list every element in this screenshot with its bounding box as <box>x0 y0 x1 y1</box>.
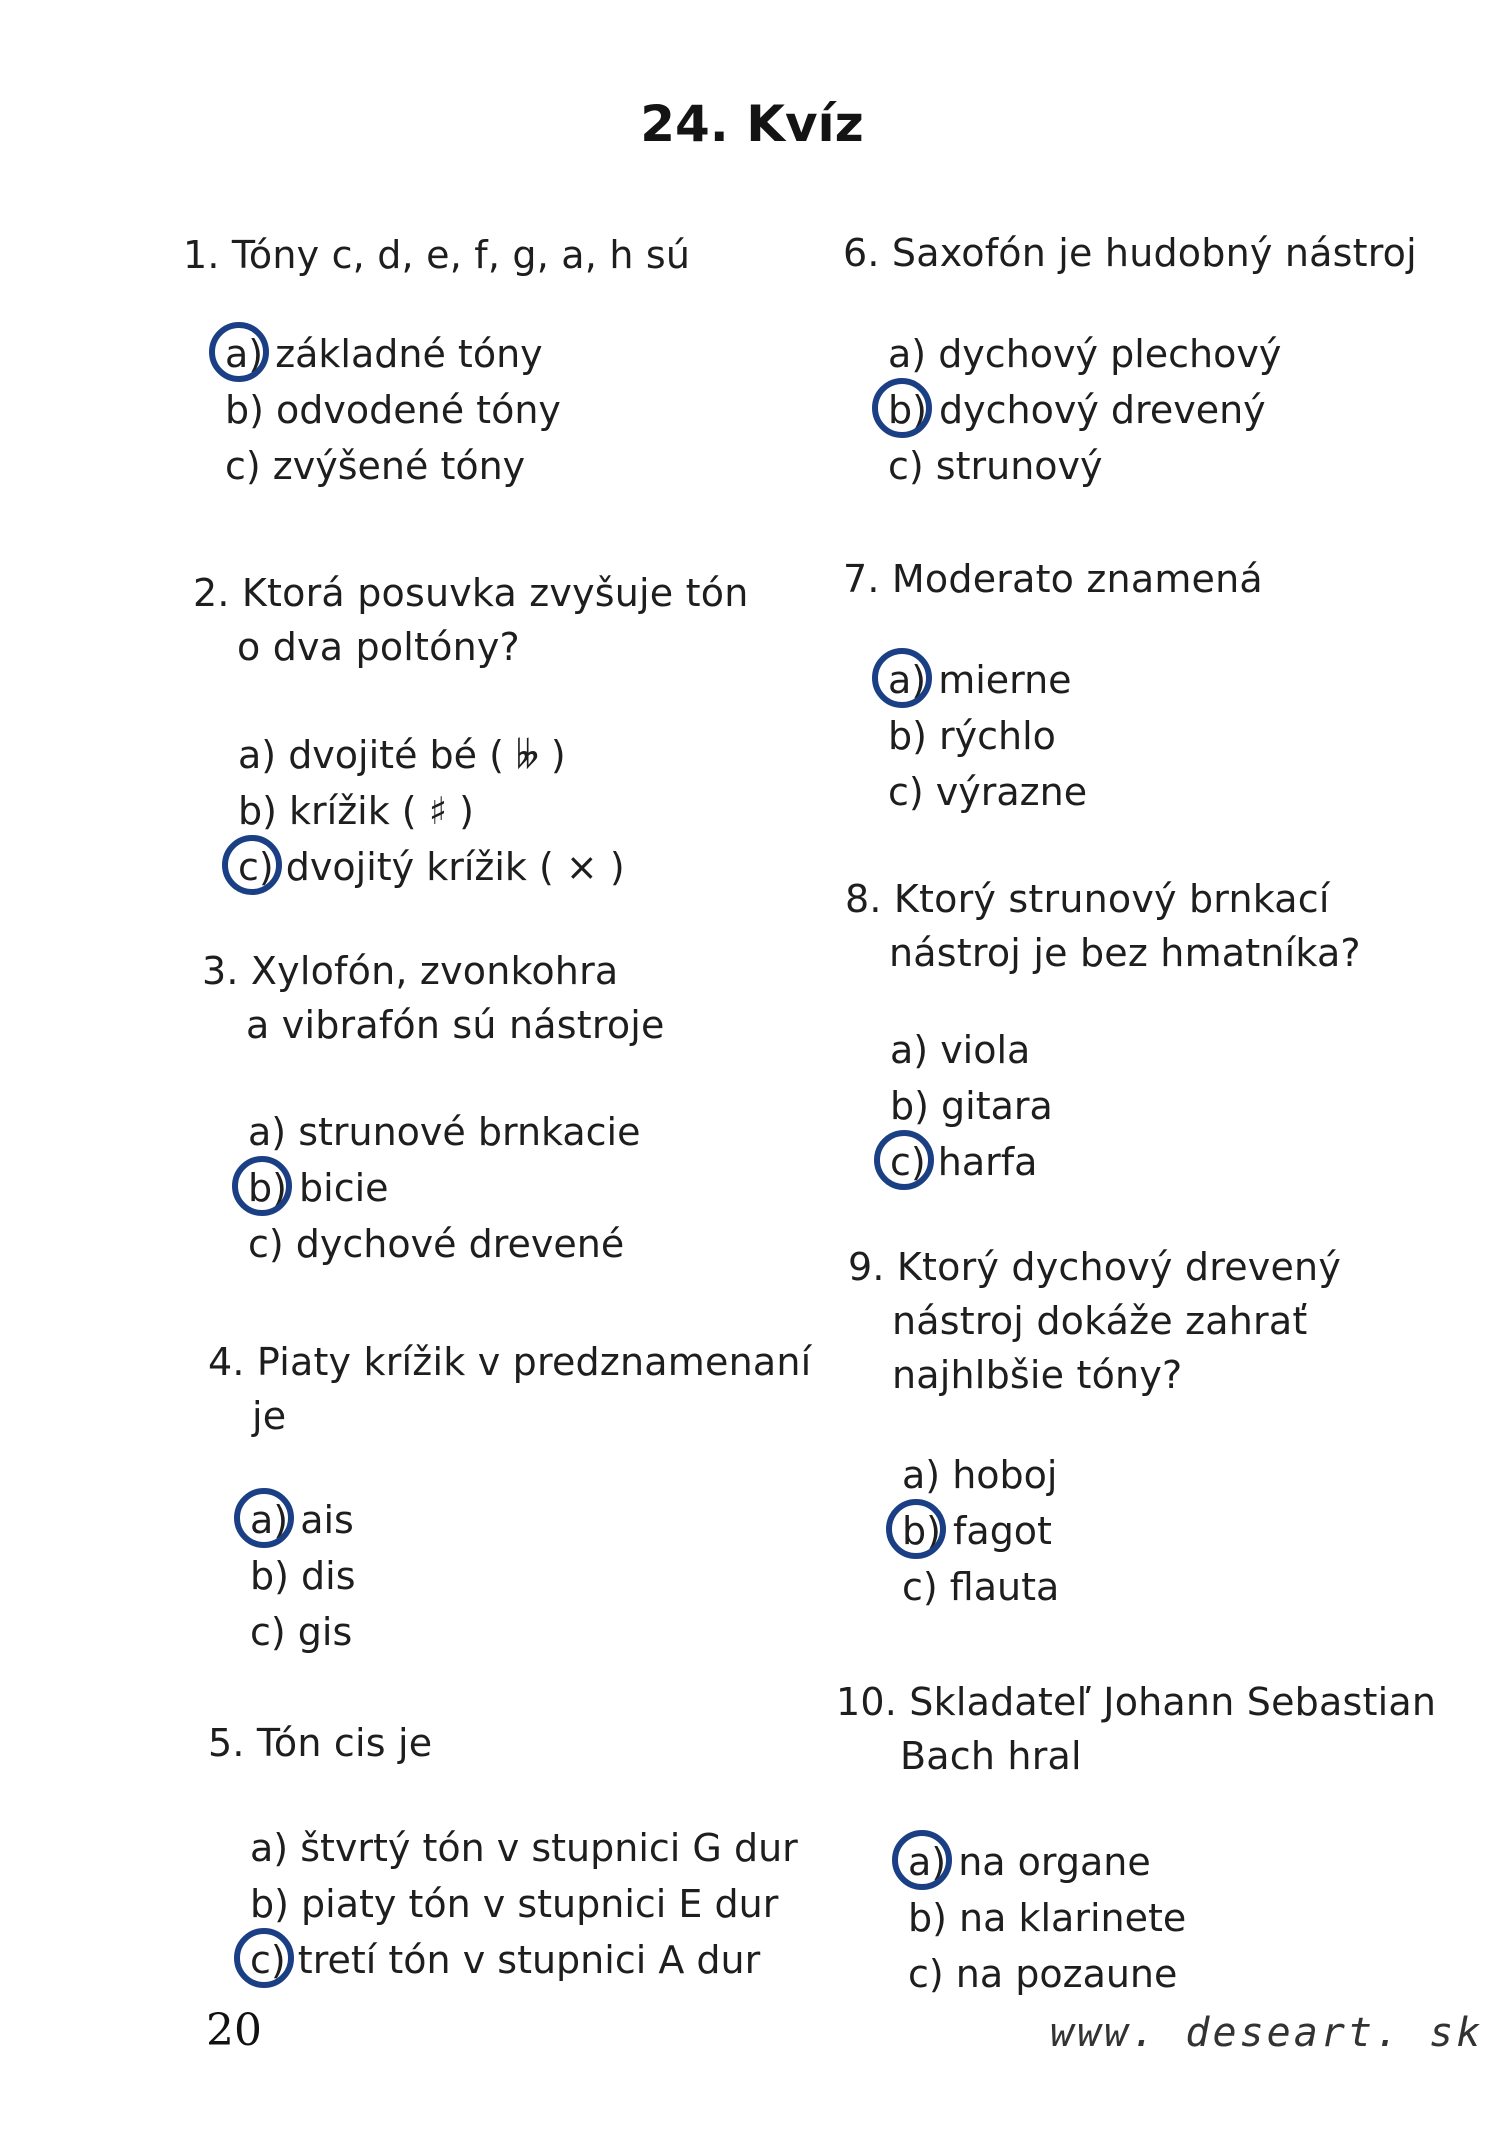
option-c[interactable]: c) dvojitý krížik ( × ) <box>238 839 625 895</box>
question-text: 1. Tóny c, d, e, f, g, a, h sú <box>183 233 691 277</box>
option-b[interactable]: b) gitara <box>890 1084 1053 1128</box>
question-text-cont: je <box>252 1394 287 1438</box>
question-7 <box>843 552 1263 606</box>
options-4 <box>250 1492 356 1660</box>
page-number: 20 <box>206 2005 262 2056</box>
option-a[interactable]: a) strunové brnkacie <box>248 1110 641 1154</box>
question-10 <box>836 1675 1436 1783</box>
option-c[interactable]: c) tretí tón v stupnici A dur <box>250 1932 798 1988</box>
options-9 <box>902 1447 1059 1615</box>
option-b[interactable]: b) rýchlo <box>888 714 1056 758</box>
option-c[interactable]: c) flauta <box>902 1565 1060 1609</box>
question-9 <box>848 1240 1341 1402</box>
page-title: 24. Kvíz <box>640 95 864 153</box>
option-a[interactable]: a) ais <box>250 1492 356 1548</box>
answer-circle <box>872 648 932 708</box>
option-c[interactable]: c) dychové drevené <box>248 1222 625 1266</box>
question-text: 10. Skladateľ Johann Sebastian <box>836 1680 1437 1724</box>
option-b[interactable]: b) bicie <box>248 1160 641 1216</box>
option-c[interactable]: c) zvýšené tóny <box>225 444 526 488</box>
question-text-cont: Bach hral <box>900 1734 1082 1778</box>
answer-circle <box>234 1928 294 1988</box>
answer-circle <box>222 835 282 895</box>
options-6 <box>888 326 1281 494</box>
options-1 <box>225 326 561 494</box>
question-text: 6. Saxofón je hudobný nástroj <box>843 231 1417 275</box>
question-8 <box>845 872 1361 980</box>
answer-circle <box>209 322 269 382</box>
option-c[interactable]: c) gis <box>250 1610 353 1654</box>
option-a[interactable]: a) mierne <box>888 652 1087 708</box>
options-8 <box>890 1022 1053 1190</box>
answer-circle <box>872 378 932 438</box>
question-text: 8. Ktorý strunový brnkací <box>845 877 1330 921</box>
option-b[interactable]: b) odvodené tóny <box>225 388 561 432</box>
answer-circle <box>232 1156 292 1216</box>
question-6 <box>843 226 1417 280</box>
question-text-cont: najhlbšie tóny? <box>892 1353 1183 1397</box>
option-c[interactable]: c) harfa <box>890 1134 1053 1190</box>
answer-circle <box>886 1499 946 1559</box>
question-3 <box>202 944 665 1052</box>
question-text-cont: a vibrafón sú nástroje <box>246 1003 665 1047</box>
option-c[interactable]: c) na pozaune <box>908 1952 1178 1996</box>
question-text-cont: nástroj je bez hmatníka? <box>889 931 1361 975</box>
options-3 <box>248 1104 641 1272</box>
question-text-cont: o dva poltóny? <box>237 625 520 669</box>
question-text: 3. Xylofón, zvonkohra <box>202 949 619 993</box>
question-4 <box>208 1335 811 1443</box>
option-b[interactable]: b) na klarinete <box>908 1896 1187 1940</box>
option-a[interactable]: a) dvojité bé ( 𝄫 ) <box>238 733 566 777</box>
option-a[interactable]: a) viola <box>890 1028 1031 1072</box>
question-text-cont: nástroj dokáže zahrať <box>892 1299 1308 1343</box>
question-text: 2. Ktorá posuvka zvyšuje tón <box>193 571 749 615</box>
answer-circle <box>892 1830 952 1890</box>
option-a[interactable]: a) na organe <box>908 1834 1186 1890</box>
option-b[interactable]: b) krížik ( ♯ ) <box>238 789 474 833</box>
options-2 <box>238 727 625 895</box>
option-a[interactable]: a) hoboj <box>902 1453 1058 1497</box>
answer-circle <box>874 1130 934 1190</box>
question-text: 5. Tón cis je <box>208 1721 433 1765</box>
options-10 <box>908 1834 1186 2002</box>
option-c[interactable]: c) výrazne <box>888 770 1088 814</box>
question-text: 9. Ktorý dychový drevený <box>848 1245 1342 1289</box>
options-7 <box>888 652 1087 820</box>
option-a[interactable]: a) štvrtý tón v stupnici G dur <box>250 1826 798 1870</box>
option-b[interactable]: b) fagot <box>902 1503 1059 1559</box>
answer-circle <box>234 1488 294 1548</box>
question-1 <box>183 228 690 282</box>
option-b[interactable]: b) dychový drevený <box>888 382 1281 438</box>
option-c[interactable]: c) strunový <box>888 444 1103 488</box>
option-a[interactable]: a) základné tóny <box>225 326 561 382</box>
option-a[interactable]: a) dychový plechový <box>888 332 1282 376</box>
question-2 <box>193 566 749 674</box>
options-5 <box>250 1820 798 1988</box>
option-b[interactable]: b) dis <box>250 1554 356 1598</box>
question-text: 4. Piaty krížik v predznamenaní <box>208 1340 812 1384</box>
question-text: 7. Moderato znamená <box>843 557 1263 601</box>
option-b[interactable]: b) piaty tón v stupnici E dur <box>250 1882 779 1926</box>
question-5 <box>208 1716 432 1770</box>
website-signature: www. deseart. sk <box>1050 2010 1484 2056</box>
